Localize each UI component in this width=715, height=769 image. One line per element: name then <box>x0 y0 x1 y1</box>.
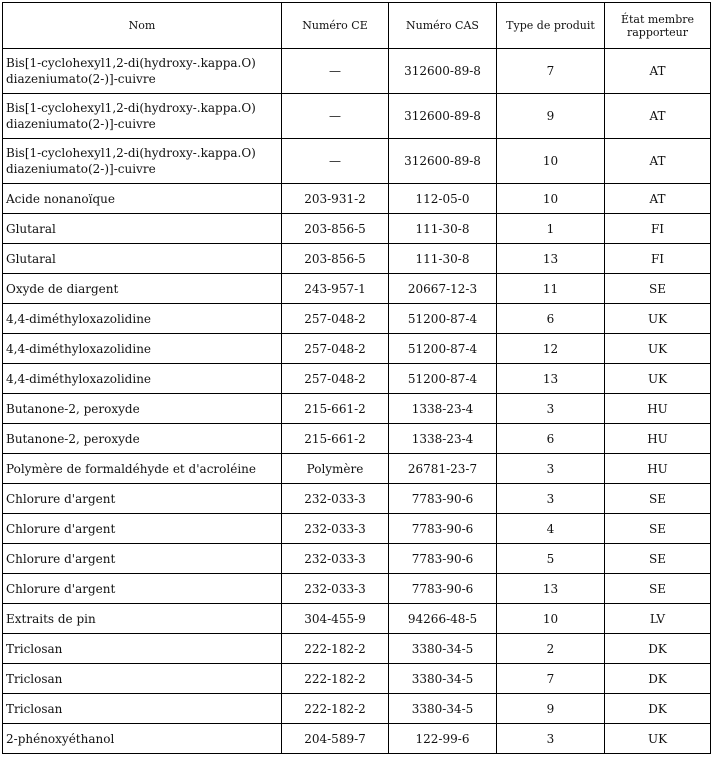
cell-numero-ce: 232-033-3 <box>282 544 389 574</box>
table-row <box>3 244 711 274</box>
cell-etat-membre: AT <box>605 94 711 139</box>
cell-type-produit: 13 <box>497 244 605 274</box>
cell-numero-ce: 215-661-2 <box>282 424 389 454</box>
cell-etat-membre: UK <box>605 304 711 334</box>
cell-numero-ce: 222-182-2 <box>282 664 389 694</box>
cell-nom: 4,4-diméthyloxazolidine <box>3 334 282 364</box>
cell-numero-cas: 3380-34-5 <box>389 664 497 694</box>
header-etat-membre: État membre rapporteur <box>605 3 711 49</box>
table-row <box>3 694 711 724</box>
cell-nom: Extraits de pin <box>3 604 282 634</box>
cell-etat-membre: SE <box>605 514 711 544</box>
header-numero-cas: Numéro CAS <box>389 3 497 49</box>
cell-type-produit: 3 <box>497 394 605 424</box>
cell-numero-ce: 204-589-7 <box>282 724 389 754</box>
table-row <box>3 394 711 424</box>
cell-type-produit: 5 <box>497 544 605 574</box>
cell-nom: Bis[1-cyclohexyl1,2-di(hydroxy-.kappa.O) diazeniumato(2-)]-cuivre <box>3 94 282 139</box>
cell-nom: Acide nonanoïque <box>3 184 282 214</box>
cell-type-produit: 13 <box>497 574 605 604</box>
cell-numero-cas: 7783-90-6 <box>389 514 497 544</box>
cell-nom: Bis[1-cyclohexyl1,2-di(hydroxy-.kappa.O) diazeniumato(2-)]-cuivre <box>3 139 282 184</box>
cell-etat-membre: UK <box>605 334 711 364</box>
cell-numero-cas: 7783-90-6 <box>389 484 497 514</box>
cell-numero-ce: 215-661-2 <box>282 394 389 424</box>
cell-numero-ce: Polymère <box>282 454 389 484</box>
cell-nom: Oxyde de diargent <box>3 274 282 304</box>
cell-nom: Chlorure d'argent <box>3 544 282 574</box>
header-type-produit: Type de produit <box>497 3 605 49</box>
table-row <box>3 214 711 244</box>
cell-numero-cas: 7783-90-6 <box>389 574 497 604</box>
cell-etat-membre: AT <box>605 49 711 94</box>
cell-numero-cas: 312600-89-8 <box>389 94 497 139</box>
cell-numero-cas: 1338-23-4 <box>389 424 497 454</box>
cell-numero-ce: 203-931-2 <box>282 184 389 214</box>
cell-type-produit: 9 <box>497 94 605 139</box>
cell-numero-ce: 232-033-3 <box>282 514 389 544</box>
table-row <box>3 664 711 694</box>
cell-nom: Chlorure d'argent <box>3 484 282 514</box>
table-row <box>3 184 711 214</box>
cell-nom: Glutaral <box>3 214 282 244</box>
cell-etat-membre: FI <box>605 214 711 244</box>
cell-type-produit: 10 <box>497 184 605 214</box>
table-row <box>3 454 711 484</box>
cell-nom: Triclosan <box>3 694 282 724</box>
cell-nom: Butanone-2, peroxyde <box>3 394 282 424</box>
header-nom: Nom <box>3 3 282 49</box>
cell-numero-ce: 257-048-2 <box>282 364 389 394</box>
cell-numero-ce: 257-048-2 <box>282 334 389 364</box>
cell-etat-membre: AT <box>605 139 711 184</box>
cell-numero-cas: 312600-89-8 <box>389 139 497 184</box>
cell-numero-ce: — <box>282 49 389 94</box>
cell-etat-membre: UK <box>605 364 711 394</box>
cell-type-produit: 4 <box>497 514 605 544</box>
table-row <box>3 724 711 754</box>
cell-etat-membre: LV <box>605 604 711 634</box>
cell-numero-cas: 20667-12-3 <box>389 274 497 304</box>
cell-type-produit: 3 <box>497 724 605 754</box>
cell-nom: Bis[1-cyclohexyl1,2-di(hydroxy-.kappa.O) diazeniumato(2-)]-cuivre <box>3 49 282 94</box>
cell-etat-membre: SE <box>605 484 711 514</box>
cell-type-produit: 2 <box>497 634 605 664</box>
cell-numero-ce: — <box>282 94 389 139</box>
cell-numero-cas: 122-99-6 <box>389 724 497 754</box>
header-numero-ce: Numéro CE <box>282 3 389 49</box>
cell-etat-membre: SE <box>605 274 711 304</box>
cell-type-produit: 10 <box>497 139 605 184</box>
cell-etat-membre: DK <box>605 664 711 694</box>
cell-numero-ce: 243-957-1 <box>282 274 389 304</box>
cell-type-produit: 3 <box>497 454 605 484</box>
cell-numero-cas: 94266-48-5 <box>389 604 497 634</box>
cell-nom: 4,4-diméthyloxazolidine <box>3 304 282 334</box>
header-row <box>3 3 711 49</box>
cell-type-produit: 9 <box>497 694 605 724</box>
cell-numero-ce: 232-033-3 <box>282 574 389 604</box>
cell-numero-cas: 3380-34-5 <box>389 634 497 664</box>
cell-type-produit: 12 <box>497 334 605 364</box>
table-row <box>3 334 711 364</box>
cell-numero-cas: 111-30-8 <box>389 244 497 274</box>
table-row <box>3 304 711 334</box>
table-row <box>3 139 711 184</box>
table-row <box>3 484 711 514</box>
cell-numero-cas: 3380-34-5 <box>389 694 497 724</box>
cell-type-produit: 7 <box>497 49 605 94</box>
cell-numero-cas: 7783-90-6 <box>389 544 497 574</box>
table-row <box>3 634 711 664</box>
cell-nom: Triclosan <box>3 664 282 694</box>
cell-nom: Polymère de formaldéhyde et d'acroléine <box>3 454 282 484</box>
table-row <box>3 544 711 574</box>
cell-type-produit: 6 <box>497 424 605 454</box>
cell-numero-ce: 232-033-3 <box>282 484 389 514</box>
cell-nom: 4,4-diméthyloxazolidine <box>3 364 282 394</box>
cell-etat-membre: AT <box>605 184 711 214</box>
cell-numero-cas: 26781-23-7 <box>389 454 497 484</box>
cell-etat-membre: SE <box>605 544 711 574</box>
cell-nom: 2-phénoxyéthanol <box>3 724 282 754</box>
cell-numero-ce: 203-856-5 <box>282 244 389 274</box>
substances-table <box>2 2 711 754</box>
cell-numero-ce: 222-182-2 <box>282 634 389 664</box>
table-row <box>3 274 711 304</box>
cell-numero-ce: 304-455-9 <box>282 604 389 634</box>
cell-nom: Butanone-2, peroxyde <box>3 424 282 454</box>
cell-etat-membre: HU <box>605 394 711 424</box>
cell-type-produit: 7 <box>497 664 605 694</box>
cell-numero-cas: 112-05-0 <box>389 184 497 214</box>
table-row <box>3 49 711 94</box>
cell-etat-membre: UK <box>605 724 711 754</box>
table-row <box>3 574 711 604</box>
cell-type-produit: 6 <box>497 304 605 334</box>
table-row <box>3 604 711 634</box>
cell-numero-cas: 111-30-8 <box>389 214 497 244</box>
cell-etat-membre: SE <box>605 574 711 604</box>
cell-nom: Triclosan <box>3 634 282 664</box>
cell-etat-membre: DK <box>605 634 711 664</box>
cell-numero-cas: 51200-87-4 <box>389 364 497 394</box>
cell-numero-cas: 51200-87-4 <box>389 334 497 364</box>
cell-type-produit: 11 <box>497 274 605 304</box>
cell-numero-ce: 203-856-5 <box>282 214 389 244</box>
table-row <box>3 514 711 544</box>
cell-type-produit: 1 <box>497 214 605 244</box>
cell-numero-cas: 51200-87-4 <box>389 304 497 334</box>
cell-type-produit: 3 <box>497 484 605 514</box>
cell-numero-ce: 257-048-2 <box>282 304 389 334</box>
table-row <box>3 364 711 394</box>
cell-etat-membre: HU <box>605 424 711 454</box>
cell-numero-ce: 222-182-2 <box>282 694 389 724</box>
cell-etat-membre: FI <box>605 244 711 274</box>
cell-numero-cas: 1338-23-4 <box>389 394 497 424</box>
cell-numero-ce: — <box>282 139 389 184</box>
table-row <box>3 424 711 454</box>
cell-type-produit: 13 <box>497 364 605 394</box>
cell-numero-cas: 312600-89-8 <box>389 49 497 94</box>
cell-nom: Chlorure d'argent <box>3 514 282 544</box>
cell-nom: Chlorure d'argent <box>3 574 282 604</box>
cell-etat-membre: HU <box>605 454 711 484</box>
cell-type-produit: 10 <box>497 604 605 634</box>
table-row <box>3 94 711 139</box>
cell-etat-membre: DK <box>605 694 711 724</box>
cell-nom: Glutaral <box>3 244 282 274</box>
